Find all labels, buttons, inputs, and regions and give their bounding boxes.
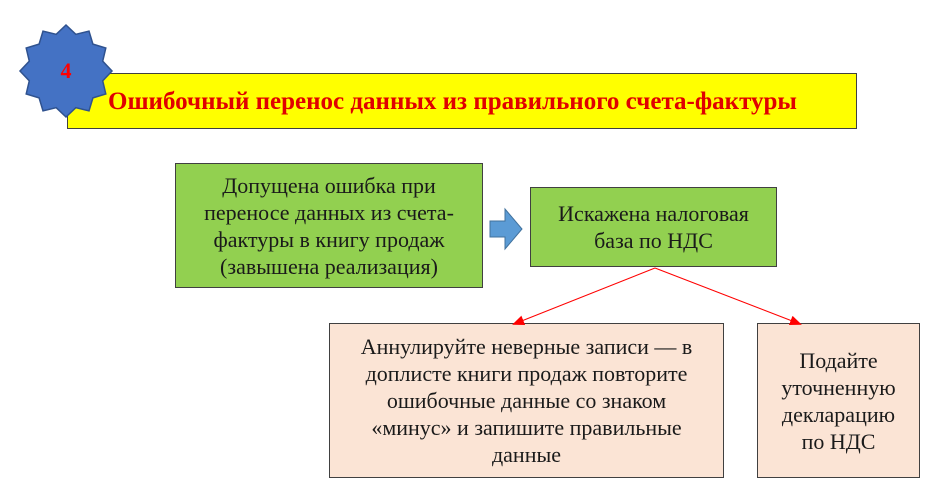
banner-title: Ошибочный перенос данных из правильного счета-фактуры — [108, 87, 797, 115]
error-box-text: Допущена ошибка при переносе данных из счета-фактуры в книгу продаж (завышена реализация) — [204, 172, 454, 279]
connector-to-declaration-box — [655, 268, 800, 324]
block-arrow-right-icon — [490, 209, 522, 249]
cancel-records-box-text: Аннулируйте неверные записи — в доплисте книги продаж повторите ошибочные данные со знаком «минус» и запишите правильные данные — [360, 334, 693, 467]
badge-number: 4 — [60, 58, 72, 83]
connector-to-cancel-box — [514, 268, 655, 324]
declaration-box-text: Подайте уточненную декларацию по НДС — [781, 347, 896, 454]
tax-base-box-text: Искажена налоговая база по НДС — [558, 201, 749, 253]
